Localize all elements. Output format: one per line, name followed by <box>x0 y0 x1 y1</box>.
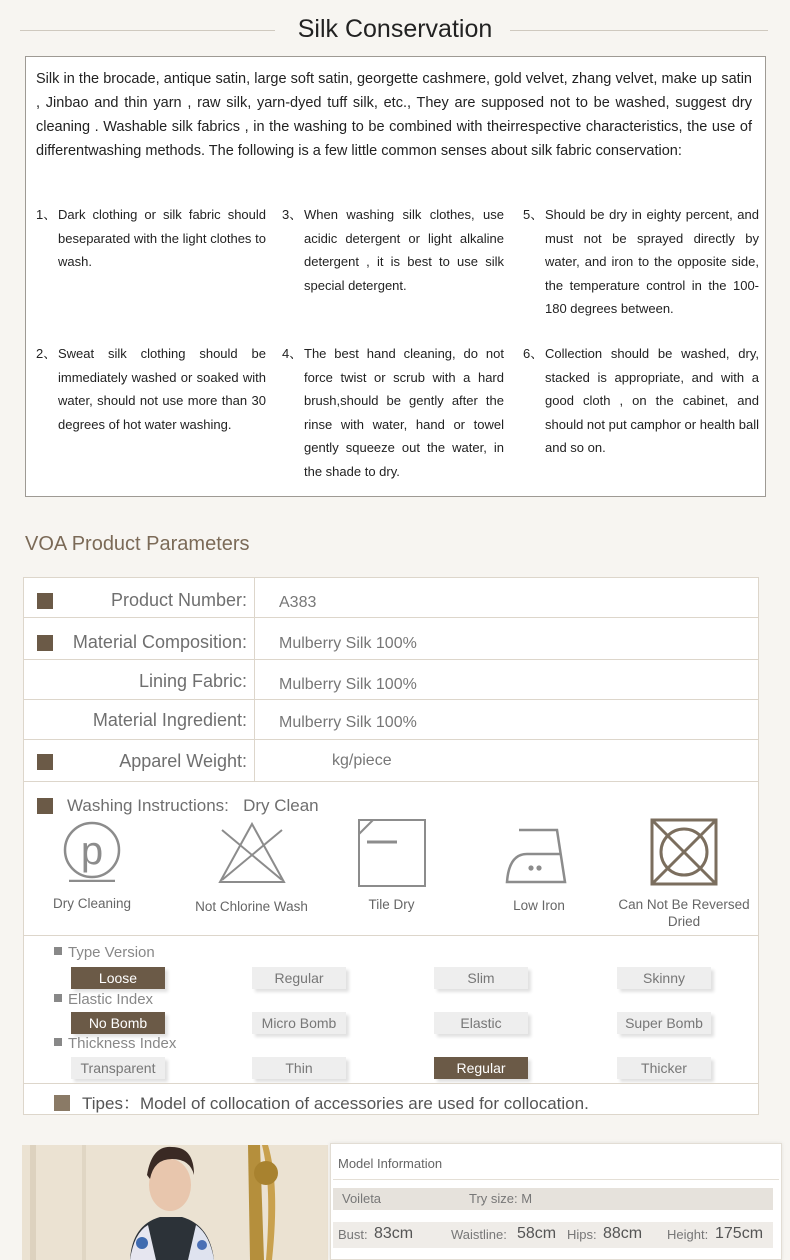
tip-item <box>282 342 504 483</box>
icon-caption: Tile Dry <box>368 897 415 912</box>
wash-symbol <box>39 820 145 912</box>
svg-text:p: p <box>80 829 104 873</box>
washing-value: Dry Clean <box>243 796 319 815</box>
param-value: Mulberry Silk 100% <box>279 714 417 731</box>
param-value: A383 <box>279 594 317 611</box>
option-regular-thickness[interactable]: Regular <box>434 1057 528 1079</box>
icon-caption: Not Chlorine Wash <box>195 899 308 914</box>
washing-instructions <box>67 796 319 816</box>
wash-symbol <box>489 824 589 914</box>
tip-text: When washing silk clothes, use acidic detergent or light alkaline detergent , it is best to use silk special detergent. <box>304 207 504 293</box>
param-label: Lining Fabric: <box>138 671 247 691</box>
parameters-table <box>23 577 759 1115</box>
waist-label: Waistline: <box>451 1227 507 1242</box>
option-loose[interactable]: Loose <box>71 967 165 989</box>
dry-cleaning-icon <box>61 820 123 882</box>
silk-conservation-box <box>25 56 766 497</box>
divider <box>510 30 768 31</box>
tips-note <box>54 1089 589 1114</box>
tip-number: 4、 <box>282 346 303 361</box>
param-label: Material Ingredient: <box>92 710 247 730</box>
model-image <box>22 1145 328 1260</box>
tip-item <box>36 342 266 436</box>
wash-symbol <box>344 818 439 913</box>
model-name-bar <box>333 1188 773 1210</box>
model-info-title: Model Information <box>338 1156 443 1171</box>
option-micro-bomb[interactable]: Micro Bomb <box>252 1012 346 1034</box>
icon-caption: Can Not Be Reversed Dried <box>618 897 750 929</box>
param-label: Apparel Weight: <box>119 751 247 771</box>
no-tumble-dry-icon <box>648 818 720 888</box>
tip-item <box>523 203 759 321</box>
param-row <box>24 578 758 618</box>
low-iron-icon <box>503 824 575 886</box>
tile-dry-icon <box>357 818 427 888</box>
divider <box>333 1179 779 1180</box>
tip-number: 6、 <box>523 346 544 361</box>
param-row <box>24 740 758 782</box>
param-row <box>24 700 758 740</box>
section-title: VOA Product Parameters <box>25 533 250 555</box>
wash-symbol <box>184 820 319 915</box>
tip-item <box>282 203 504 297</box>
bullet-square <box>54 1095 70 1111</box>
divider <box>254 700 255 739</box>
divider <box>254 740 255 781</box>
param-value: Mulberry Silk 100% <box>279 635 417 652</box>
option-skinny[interactable]: Skinny <box>617 967 711 989</box>
option-regular[interactable]: Regular <box>252 967 346 989</box>
tip-text: Sweat silk clothing should be immediately washed or soaked with water, should not use more than 30 degrees of hot water washing. <box>58 346 266 432</box>
param-row <box>24 660 758 700</box>
param-label: Material Composition: <box>72 632 247 652</box>
param-value: kg/piece <box>332 752 392 769</box>
height-value: 175cm <box>715 1225 764 1242</box>
divider <box>254 660 255 699</box>
bust-value: 83cm <box>374 1225 414 1242</box>
attr-label: Elastic Index <box>54 991 153 1008</box>
washing-label: Washing Instructions: <box>67 796 229 815</box>
divider <box>254 618 255 659</box>
try-size: Try size: M <box>469 1191 533 1206</box>
not-chlorine-wash-icon <box>216 820 288 886</box>
icon-caption: Dry Cleaning <box>52 896 132 911</box>
model-photo <box>22 1145 328 1260</box>
silk-conservation-header <box>0 10 790 50</box>
divider <box>254 578 255 617</box>
divider <box>24 935 758 936</box>
wash-symbol <box>609 818 759 930</box>
attr-label: Type Version <box>54 944 155 961</box>
bullet-square <box>37 754 53 770</box>
height-label: Height: <box>667 1227 709 1242</box>
hips-label: Hips: <box>567 1227 597 1242</box>
tips-text: Tipes：Model of collocation of accessories are used for collocation. <box>82 1094 589 1113</box>
bullet-square <box>37 635 53 651</box>
divider <box>24 1083 758 1084</box>
option-slim[interactable]: Slim <box>434 967 528 989</box>
waist-value: 58cm <box>517 1225 557 1242</box>
option-no-bomb[interactable]: No Bomb <box>71 1012 165 1034</box>
option-thicker[interactable]: Thicker <box>617 1057 711 1079</box>
bullet-square <box>37 798 53 814</box>
tip-item <box>36 203 266 274</box>
tip-number: 3、 <box>282 207 303 222</box>
attr-label: Thickness Index <box>54 1035 176 1052</box>
model-measurements <box>333 1222 773 1248</box>
model-name: Voileta <box>342 1191 382 1206</box>
option-elastic[interactable]: Elastic <box>434 1012 528 1034</box>
option-super-bomb[interactable]: Super Bomb <box>617 1012 711 1034</box>
bullet-square <box>37 593 53 609</box>
option-transparent[interactable]: Transparent <box>71 1057 165 1079</box>
tip-text: Dark clothing or silk fabric should beseparated with the light clothes to wash. <box>58 207 266 269</box>
tip-number: 1、 <box>36 207 57 222</box>
page-title: Silk Conservation <box>297 15 493 43</box>
intro-text: Silk in the brocade, antique satin, large soft satin, georgette cashmere, gold velvet, zhang velvet, make up satin , Jinbao and thin yarn , raw silk, yarn-dyed tuff silk, etc., They are supposed not to be washed, suggest dry cleaning . Washable silk fabrics , in the washing to be combined with theirrespective characteristics, the use of differentwashing methods. The following is a few little common senses about silk fabric conservation: <box>36 71 752 159</box>
param-value: Mulberry Silk 100% <box>279 676 417 693</box>
bust-label: Bust: <box>338 1227 368 1242</box>
param-label: Product Number: <box>110 590 247 610</box>
icon-caption: Low Iron <box>513 898 565 913</box>
tip-text: Collection should be washed, dry, stacked is appropriate, and with a good cloth , on the cabinet, and should not put camphor or health ball and so on. <box>545 346 759 455</box>
option-thin[interactable]: Thin <box>252 1057 346 1079</box>
tip-number: 2、 <box>36 346 57 361</box>
tip-text: The best hand cleaning, do not force twist or scrub with a hard brush,should be gently after the rinse with water, hand or towel gently squeeze out the water, in the shade to dry. <box>304 346 504 479</box>
tip-item <box>523 342 759 460</box>
model-information <box>330 1143 782 1260</box>
hips-value: 88cm <box>603 1225 643 1242</box>
tip-text: Should be dry in eighty percent, and must not be sprayed directly by water, and iron to the opposite side, the temperature control in the 100-180 degrees between. <box>545 207 759 316</box>
param-row <box>24 618 758 660</box>
tip-number: 5、 <box>523 207 544 222</box>
